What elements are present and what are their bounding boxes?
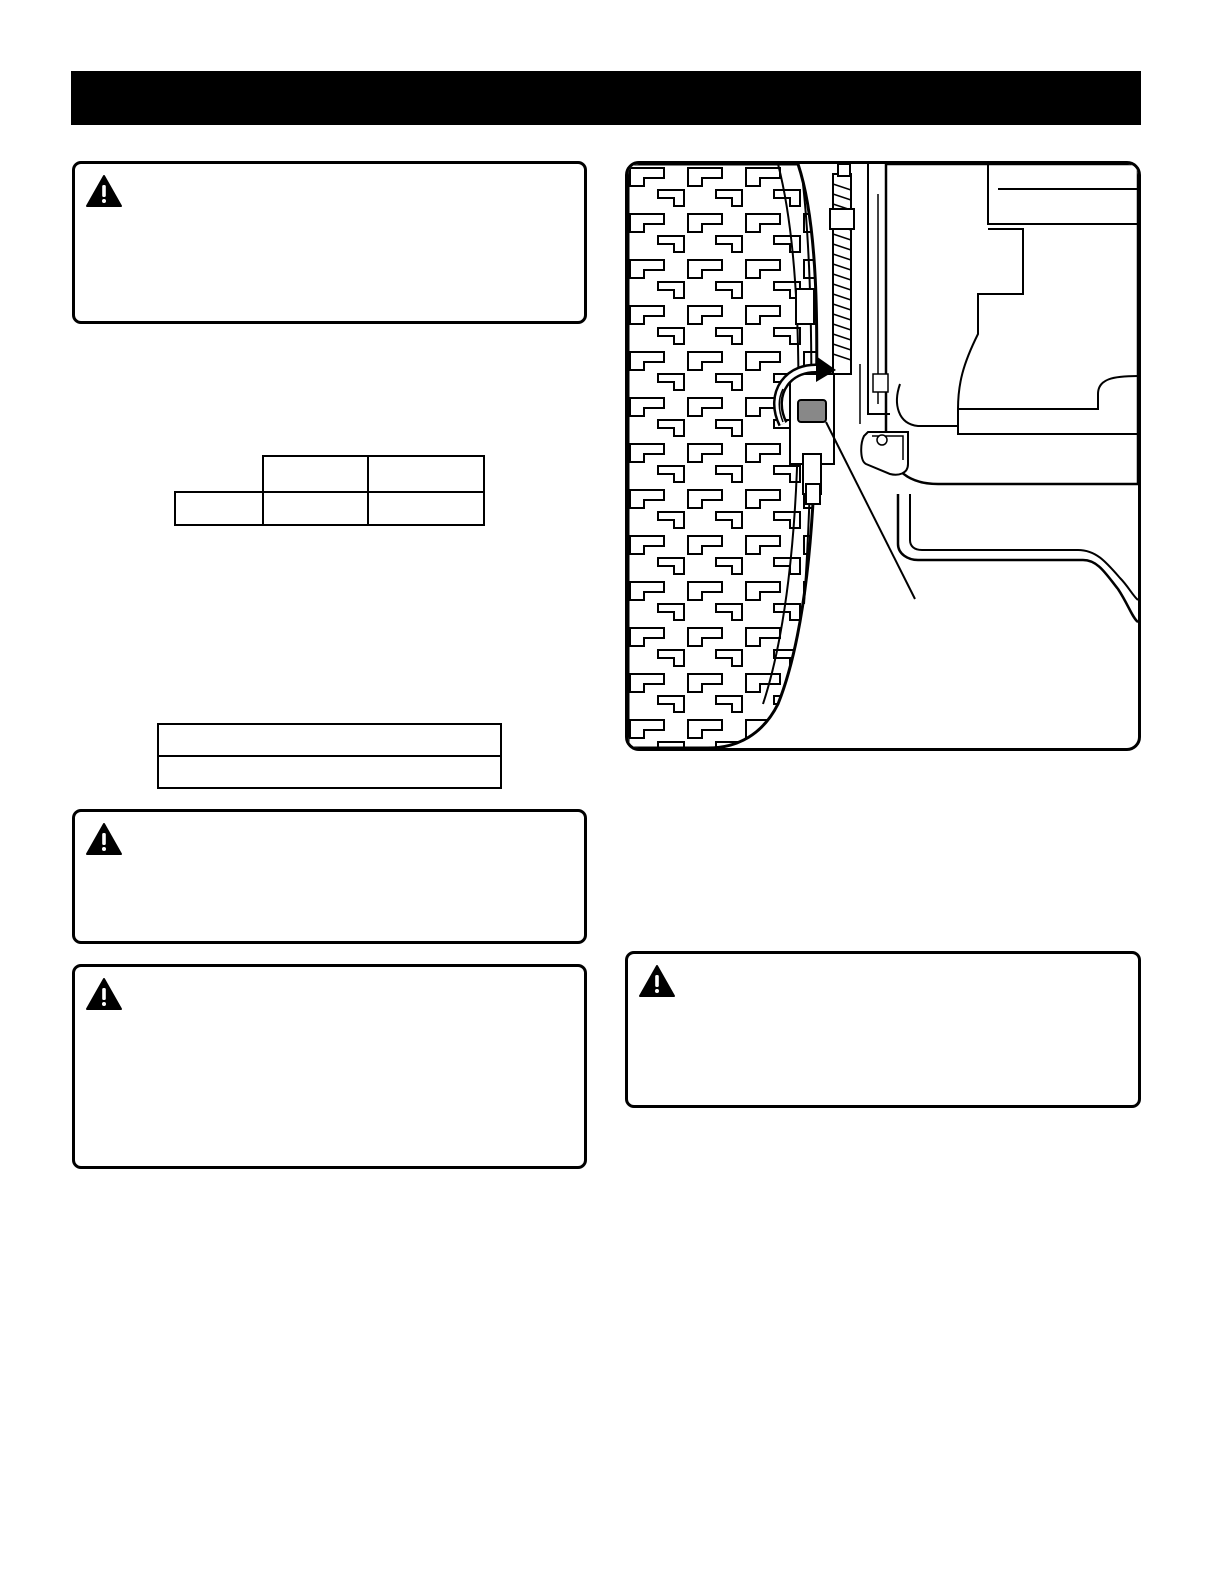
spec-table-two-row	[158, 724, 501, 756]
warning-box-4	[625, 951, 1141, 1108]
figure-frame	[625, 161, 1141, 751]
tire-adjustment-illustration	[628, 164, 1138, 748]
warning-triangle-icon	[85, 174, 123, 208]
table-header-cell	[368, 456, 484, 492]
warning-triangle-icon	[85, 822, 123, 856]
deck-rail	[898, 494, 1138, 622]
warning-box-2	[72, 809, 587, 944]
table-cell	[158, 724, 501, 756]
spec-table-two-row	[158, 756, 501, 788]
spec-table-one	[174, 455, 485, 526]
table-cell	[263, 492, 368, 525]
table-cell	[158, 756, 501, 788]
spec-table-one-data-row	[175, 492, 484, 525]
table-cell	[368, 492, 484, 525]
mower-tab	[861, 432, 908, 475]
adjustment-nut	[798, 400, 826, 422]
tire-graphic	[628, 164, 817, 748]
table-cell	[175, 492, 263, 525]
table-header-cell	[263, 456, 368, 492]
spec-table-one-header-row	[175, 456, 484, 492]
spec-table-two	[157, 723, 502, 789]
warning-box-3	[72, 964, 587, 1169]
warning-triangle-icon	[638, 964, 676, 998]
table-corner-cell	[175, 456, 263, 492]
section-header-bar	[71, 71, 1141, 125]
warning-triangle-icon	[85, 977, 123, 1011]
warning-box-1	[72, 161, 587, 324]
threaded-rod	[830, 164, 854, 374]
